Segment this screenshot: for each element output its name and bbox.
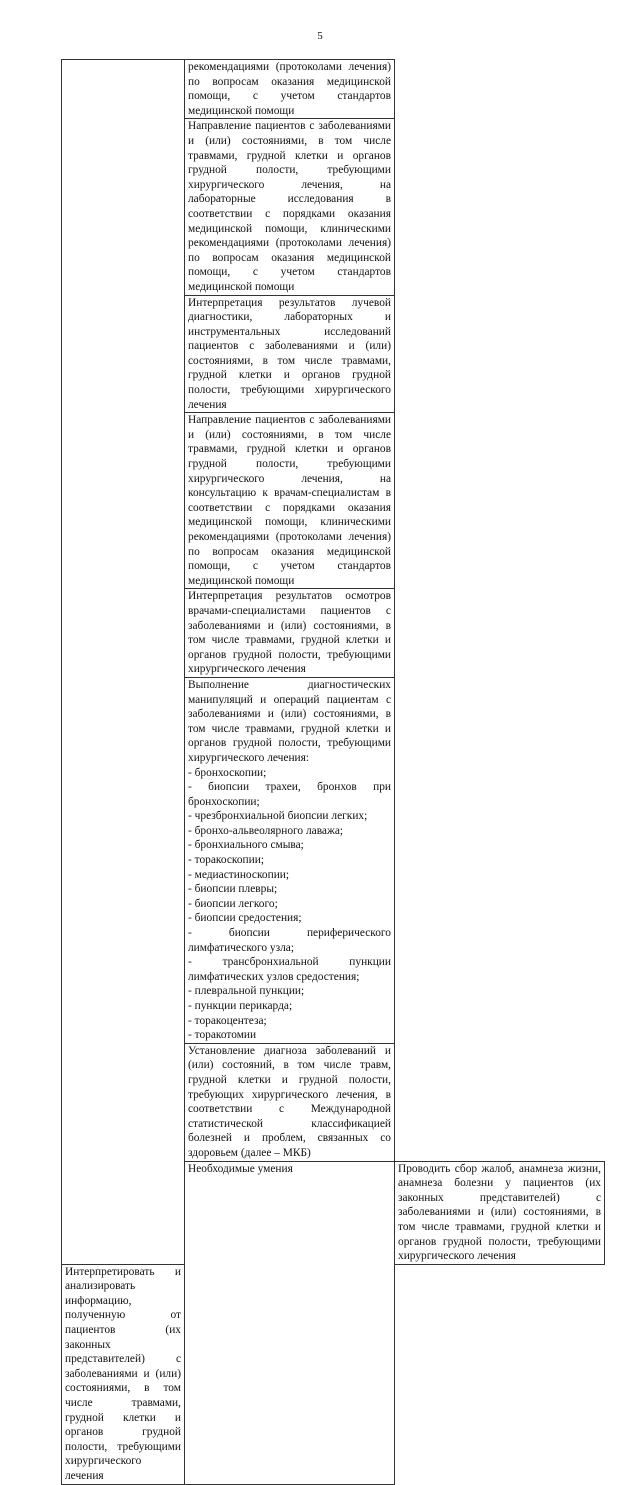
table-cell: Направление пациентов с заболеваниями и (или) состояниями, в том числе травмами, грудной клетки и органов грудной полости, требующими хирургического лечения, на лабораторные исследования в соответствии с порядками оказания медицинской помощи, клиническими рекомендациями (протоколами лечения) по вопросам оказания медицинской помощи, с учетом стандартов медицинской помощи [185, 119, 395, 295]
list-item: - трансбронхиальной пункции лимфатических узлов средостения; [188, 956, 391, 983]
table-cell: Интерпретация результатов осмотров врачами-специалистами пациентов с заболеваниями и (или) состояниями, в том числе травмами, грудной клетки и органов грудной полости, требующими хирургического лечения [185, 589, 395, 678]
procedures-cell [185, 677, 395, 1043]
list-item: - чрезбронхиальной биопсии легких; [188, 810, 368, 823]
page-number: 5 [317, 30, 323, 42]
table-cell: Интерпретация результатов лучевой диагностики, лабораторных и инструментальных исследований пациентов с заболеваниями и (или) состояниями, в том числе травмами, грудной клетки и органов грудной полости, требующими хирургического лечения [185, 295, 395, 413]
list-item: - торакотомии [188, 1029, 257, 1042]
table-cell: Установление диагноза заболеваний и (или) состояний, в том числе травм, грудной клетки и грудной полости, требующих хирургического лечения, в соответствии с Международной статистической классификацией болезней и проблем, связанных со здоровьем (далее – МКБ) [185, 1043, 395, 1161]
table-cell: Интерпретировать и анализировать информацию, полученную от пациентов (их законных представителей) с заболеваниями и (или) состояниями, в том числе травмами, грудной клетки и органов грудной полости, требующими хирургического лечения [62, 1264, 185, 1484]
list-item: - биопсии периферического лимфатического узла; [188, 927, 391, 954]
list-item: - медиастиноскопии; [188, 868, 290, 881]
table-cell: рекомендациями (протоколами лечения) по вопросам оказания медицинской помощи, с учетом стандартов медицинской помощи [185, 60, 395, 119]
procedures-list [188, 766, 391, 1043]
list-item: - бронхоскопии; [188, 766, 267, 779]
list-item: - биопсии плевры; [188, 883, 278, 896]
list-item: - биопсии трахеи, бронхов при бронхоскопии; [188, 781, 391, 808]
section-label-cell [62, 60, 185, 1265]
table-cell: Проводить сбор жалоб, анамнеза жизни, анамнеза болезни у пациентов (их законных представителей) с заболеваниями и (или) состояниями, в том числе травмами, грудной клетки и органов грудной полости, требующими хирургического лечения [395, 1161, 605, 1264]
list-item: - бронхиального смыва; [188, 839, 304, 852]
procedures-intro: Выполнение диагностических манипуляций и операций пациентам с заболеваниями и (или) состояниями, в том числе травмами, грудной клетки и органов грудной полости, требующими хирургического лечения: [188, 678, 391, 764]
table-row [62, 60, 605, 119]
list-item: - торакоцентеза; [188, 1014, 267, 1027]
list-item: - биопсии средостения; [188, 912, 302, 925]
list-item: - пункции перикарда; [188, 1000, 293, 1012]
requirements-table [61, 59, 605, 1485]
list-item: - торакоскопии; [188, 854, 265, 867]
list-item: - бронхо-альвеолярного лаважа; [188, 824, 344, 837]
section-label-cell: Необходимые умения [185, 1161, 395, 1484]
list-item: - биопсии легкого; [188, 897, 278, 910]
list-item: - плевральной пункции; [188, 985, 305, 998]
table-cell: Направление пациентов с заболеваниями и (или) состояниями, в том числе травмами, грудной клетки и органов грудной полости, требующими хирургического лечения, на консультацию к врачам-специалистам в соответствии с порядками оказания медицинской помощи, клиническими рекомендациями (протоколами лечения) по вопросам оказания медицинской помощи, с учетом стандартов медицинской помощи [185, 413, 395, 589]
